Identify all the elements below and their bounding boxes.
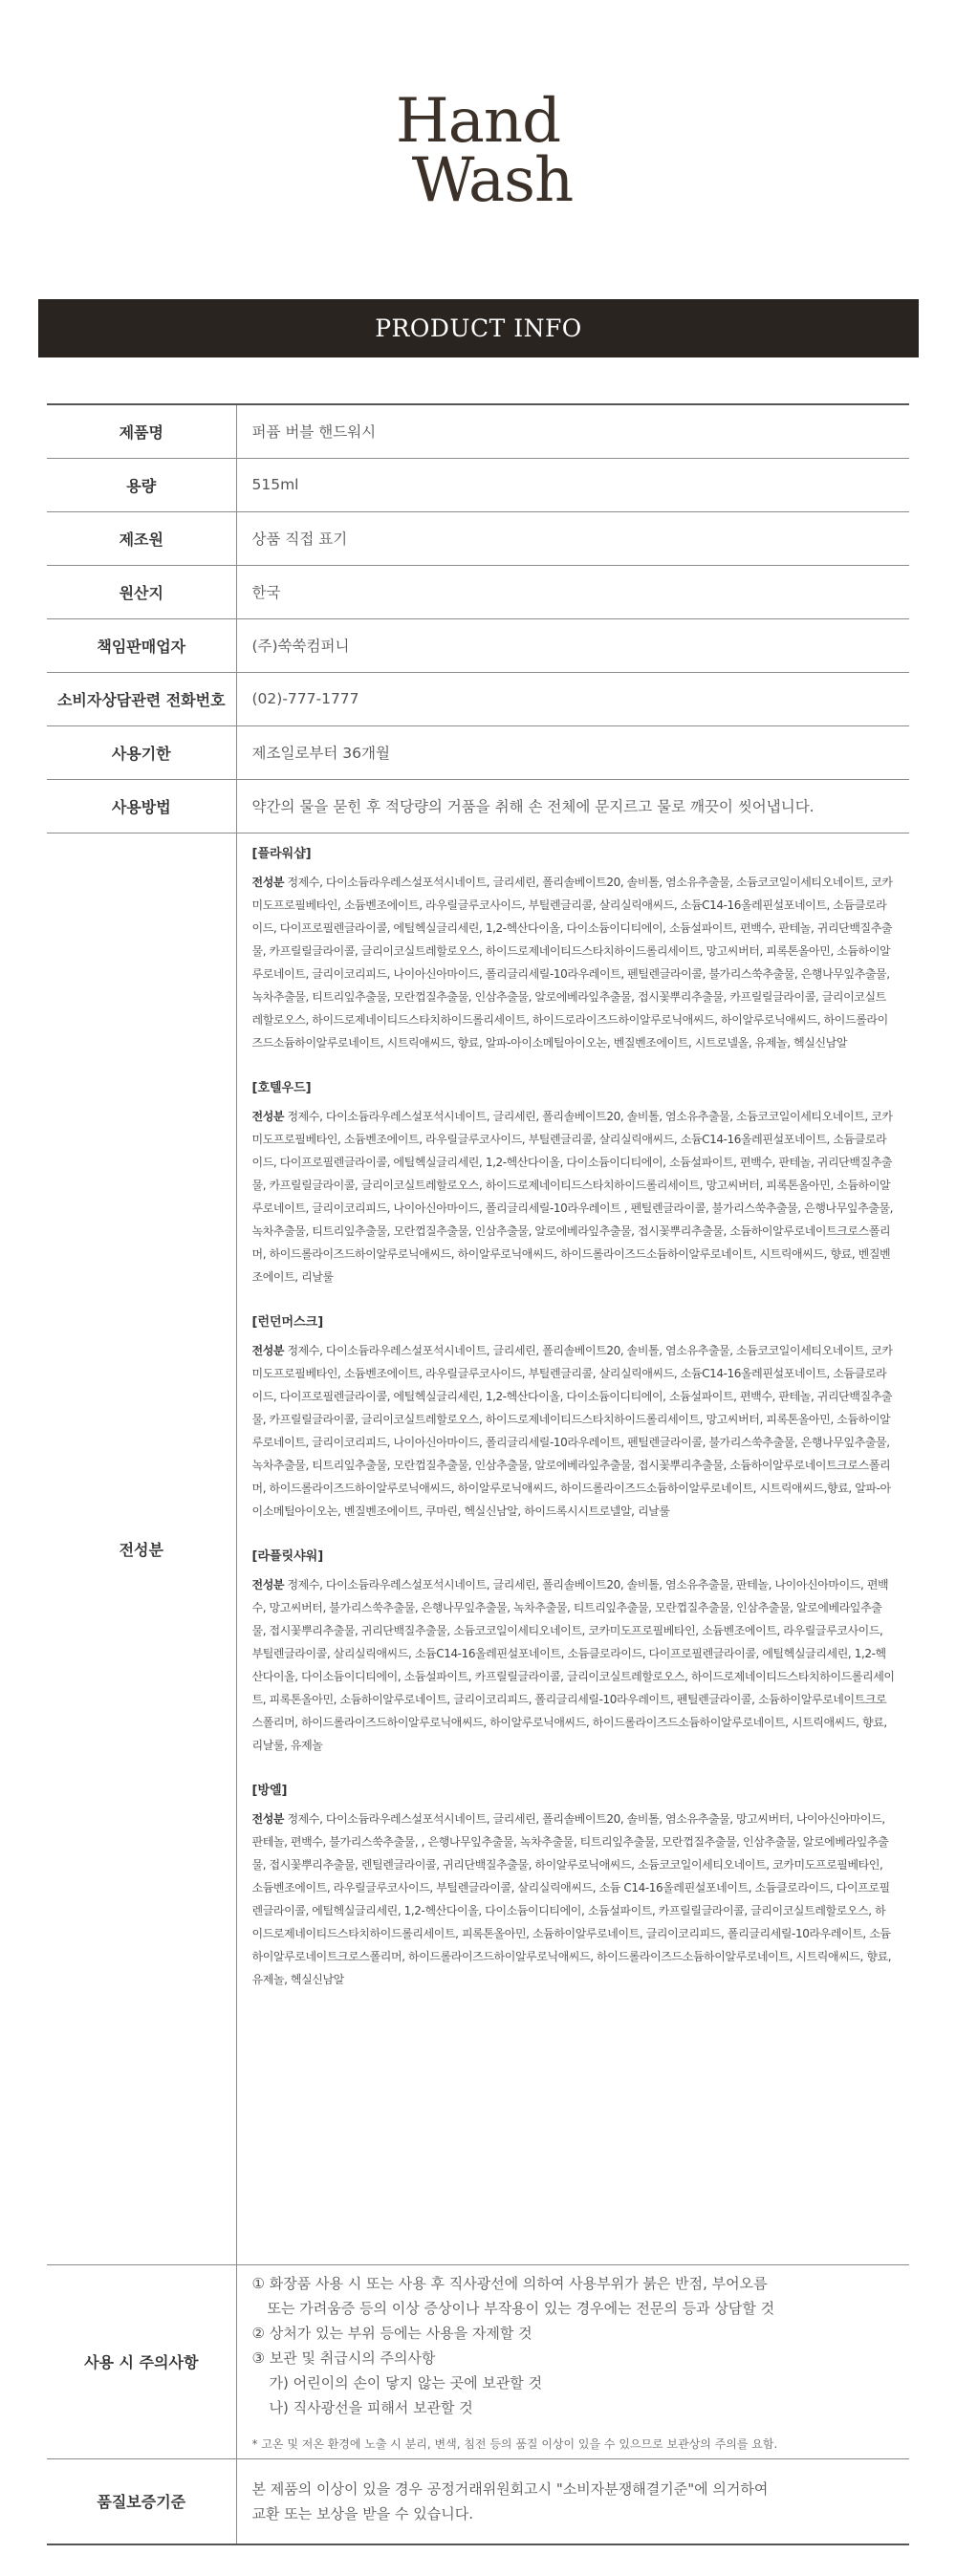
ingredient-prefix: 전성분 xyxy=(251,875,285,889)
ingredient-block xyxy=(252,1780,897,1991)
product-variant-name: [라플릿샤워] xyxy=(251,1548,324,1564)
caution-line: 나) 직사광선을 피해서 보관할 것 xyxy=(269,2399,473,2416)
caution-line: 가) 어린이의 손이 닿지 않는 곳에 보관할 것 xyxy=(269,2374,543,2392)
hand-wash-logo xyxy=(0,86,956,216)
row-value: (주)쑥쑥컴퍼니 xyxy=(236,618,909,672)
product-info-banner: PRODUCT INFO xyxy=(38,299,919,357)
row-label: 사용 시 주의사항 xyxy=(47,2264,236,2458)
quality-cell xyxy=(236,2458,909,2544)
ingredient-text xyxy=(252,1573,897,1757)
row-label: 소비자상담관련 전화번호 xyxy=(47,672,236,725)
ingredients-cell xyxy=(236,833,909,2264)
row-label: 용량 xyxy=(47,458,236,511)
product-variant-name: [런던머스크] xyxy=(251,1314,324,1330)
row-expiry xyxy=(47,725,909,779)
product-variant-name: [방엘] xyxy=(251,1783,288,1798)
quality-line: 본 제품의 이상이 있을 경우 공정거래위원회고시 "소비자분쟁해결기준"에 의거하여 xyxy=(251,2479,769,2498)
ingredient-list: 정제수, 다이소듐라우레스설포석시네이트, 글리세린, 폴리솔베이트20, 솔비톨, 염소유추출물, 판테놀, 나이아신아마이드, 편백수, 망고씨버터, 불가리스쑥추출물, 은행나무잎추출물, 녹차추출물, 티트리잎추출물, 모란껍질추출물, 인삼추출물, 알로에베라잎추출물, 접시꽃뿌리추출물, 귀리단백질추출물, 소듐코코일이세티오네이트, 코카미도프로필베타인, 소듐벤조에이트, 라우릴글루코사이드, 부틸렌글라이콜, 살리실릭애씨드, 소듐C14-16올레핀설포네이트, 소듐클로라이드, 다이프로필렌글라이콜, 에틸헥실글리세린, 1,2-헥산다이올, 다이소듐이디티에이, 소듐설파이트, 카프릴릴글라이콜, 글리이코실트레할로오스, 하이드로제네이티드스타치하이드롤리세이트, 피록톤올아민, 소듐하이알루로네이트, 글리이코리피드, 폴리글리세릴-10라우레이트, 펜틸렌글라이콜, 소듐하이알루로네이트크로스폴리머, 하이드롤라이즈드하이알루로닉애씨드, 하이알루로닉애씨드, 하이드롤라이즈드소듐하이알루로네이트, 시트릭애씨드, 향료, 리날룰, 유제놀 xyxy=(251,1577,895,1752)
ingredient-prefix: 전성분 xyxy=(251,1109,285,1123)
row-product-name xyxy=(47,404,909,458)
row-value: 515ml xyxy=(236,458,909,511)
row-value: 한국 xyxy=(236,565,909,618)
row-value: 퍼퓸 버블 핸드워시 xyxy=(236,404,909,458)
row-value: 제조일로부터 36개월 xyxy=(236,725,909,779)
quality-line: 교환 또는 보상을 받을 수 있습니다. xyxy=(251,2504,473,2522)
product-variant-name: [호텔우드] xyxy=(251,1080,312,1095)
row-value: 상품 직접 표기 xyxy=(236,511,909,565)
row-label: 원산지 xyxy=(47,565,236,618)
row-volume xyxy=(47,458,909,511)
ingredient-list: 정제수, 다이소듐라우레스설포석시네이트, 글리세린, 폴리솔베이트20, 솔비톨, 염소유추출물, 망고씨버터, 나이아신아마이드, 판테놀, 편백수, 불가리스쑥추출물, , 은행나무잎추출물, 녹차추출물, 티트리잎추출물, 모란껍질추출물, 인삼추출물, 알로에베라잎추출물, 접시꽃뿌리추출물, 렌틸렌글라이콜, 귀리단백질추출물, 하이알루로닉애씨드, 소듐코코일이세티오네이트, 코카미도프로필베타인, 소듐벤조에이트, 라우릴글루코사이드, 부틸렌글라이콜, 살리실릭애씨드, 소듐 C14-16올레핀설포네이트, 소듐클로라이드, 다이프로필렌글라이콜, 에틸헥실글리세린, 1,2-헥산다이올, 다이소듐이디티에이, 소듐설파이트, 카프릴릴글라이콜, 글리이코실트레할로오스, 하이드로제네이티드스타치하이드롤리세이트, 피록톤올아민, 소듐하이알루로네이트, 글리이코리피드, 폴리글리세릴-10라우레이트, 소듐하이알루로네이트크로스폴리머, 하이드롤라이즈드하이알루로닉애씨드, 하이드롤라이즈드소듐하이알루로네이트, 시트릭애씨드, 향료, 유제놀, 헥실신남알 xyxy=(251,1811,892,1986)
ingredient-list: 정제수, 다이소듐라우레스설포석시네이트, 글리세린, 폴리솔베이트20, 솔비톨, 염소유추출물, 소듐코코일이세티오네이트, 코카미도프로필베타인, 소듐벤조에이트, 라우릴글루코사이드, 부틸렌글리콜, 살리실릭애씨드, 소듐C14-16올레핀설포네이트, 소듐클로라이드, 다이프로필렌글라이콜, 에틸헥실글리세린, 1,2-헥산다이올, 다이소듐이디티에이, 소듐설파이트, 편백수, 판테놀, 귀리단백질추출물, 카프릴릴글라이콜, 글리이코실트레할로오스, 하이드로제네이티드스타치하이드롤리세이트, 망고씨버터, 피록톤올아민, 소듐하이알루로네이트, 글리이코리피드, 나이아신아마이드, 폴리글리세릴-10라우레이트, 펜틸렌글라이콜, 불가리스쑥추출물, 은행나무잎추출물, 녹차추출물, 티트리잎추출물, 모란껍질추출물, 인삼추출물, 알로에베라잎추출물, 접시꽃뿌리추출물, 소듐하이알루로네이트크로스폴리머, 하이드롤라이즈드하이알루로닉애씨드, 하이알루로닉애씨드, 하이드롤라이즈드소듐하이알루로네이트, 시트릭애씨드,향료, 알파-아이소메틸아이오논, 벤질벤조에이트, 쿠마린, 헥실신남알, 하이드록시시트로넬알, 리날룰 xyxy=(251,1343,893,1518)
row-quality xyxy=(47,2458,909,2544)
ingredient-block xyxy=(252,1546,897,1757)
ingredient-text xyxy=(252,1105,897,1288)
product-info-table xyxy=(47,403,909,2545)
caution-line: ③ 보관 및 취급시의 주의사항 xyxy=(251,2349,436,2367)
logo-line-1: Hand xyxy=(395,86,561,157)
row-label: 제품명 xyxy=(47,404,236,458)
row-label: 품질보증기준 xyxy=(47,2458,236,2544)
ingredient-text xyxy=(252,1339,897,1523)
caution-list xyxy=(252,2271,910,2420)
caution-cell xyxy=(236,2264,909,2458)
logo-line-2: Wash xyxy=(411,145,574,216)
row-manufacturer xyxy=(47,511,909,565)
row-phone xyxy=(47,672,909,725)
row-value: (02)-777-1777 xyxy=(236,672,909,725)
ingredient-list: 정제수, 다이소듐라우레스설포석시네이트, 글리세린, 폴리솔베이트20, 솔비톨, 염소유추출물, 소듐코코일이세티오네이트, 코카미도프로필베타인, 소듐벤조에이트, 라우릴글루코사이드, 부틸렌글리콜, 살리실릭애씨드, 소듐C14-16올레핀설포네이트, 소듐클로라이드, 다이프로필렌글라이콜, 에틸헥실글리세린, 1,2-헥산다이올, 다이소듐이디티에이, 소듐설파이트, 편백수, 판테놀, 귀리단백질추출물, 카프릴릴글라이콜, 글리이코실트레할로오스, 하이드로제네이티드스타치하이드롤리세이트, 망고씨버터, 피록톤올아민, 소듐하이알루로네이트, 글리이코리피드, 나이아신아마이드, 폴리글리세릴-10라우레이트, 펜틸렌글라이콜, 불가리스쑥추출물, 은행나무잎추출물, 녹차추출물, 티트리잎추출물, 모란껍질추출물, 인삼추출물, 알로에베라잎추출물, 접시꽃뿌리추출물, 카프릴릴글라이콜, 글리이코실트레할로오스, 하이드로제네이티드스타치하이드롤리세이트, 하이드로라이즈드하이알루로닉애씨드, 하이알루로닉애씨드, 하이드롤라이즈드소듐하이알루로네이트, 시트릭애씨드, 향료, 알파-아이소메틸아이오논, 벤질벤조에이트, 시트로넬올, 유제놀, 헥실신남알 xyxy=(251,875,893,1050)
ingredient-text xyxy=(252,1808,897,1991)
ingredient-list: 정제수, 다이소듐라우레스설포석시네이트, 글리세린, 폴리솔베이트20, 솔비톨, 염소유추출물, 소듐코코일이세티오네이트, 코카미도프로필베타인, 소듐벤조에이트, 라우릴글루코사이드, 부틸렌글리콜, 살리실릭애씨드, 소듐C14-16올레핀설포네이트, 소듐클로라이드, 다이프로필렌글라이콜, 에틸헥실글리세린, 1,2-헥산다이올, 다이소듐이디티에이, 소듐설파이트, 편백수, 판테놀, 귀리단백질추출물, 카프릴릴글라이콜, 글리이코실트레할로오스, 하이드로제네이티드스타치하이드롤리세이트, 망고씨버터, 피록톤올아민, 소듐하이알루로네이트, 글리이코리피드, 나이아신아마이드, 폴리글리세릴-10라우레이트 , 펜틸렌글라이콜, 불가리스쑥추출물, 은행나무잎추출물, 녹차추출물, 티트리잎추출물, 모란껍질추출물, 인삼추출물, 알로에베라잎추출물, 접시꽃뿌리추출물, 소듐하이알루로네이트크로스폴리머, 하이드롤라이즈드하이알루로닉애씨드, 하이알루로닉애씨드, 하이드롤라이즈드소듐하이알루로네이트, 시트릭애씨드, 향료, 벤질벤조에이트, 리날룰 xyxy=(251,1109,894,1284)
ingredient-block xyxy=(252,843,897,1054)
ingredient-prefix: 전성분 xyxy=(251,1577,285,1591)
row-value: 약간의 물을 묻힌 후 적당량의 거품을 취해 손 전체에 문지르고 물로 깨끗이 씻어냅니다. xyxy=(236,779,909,833)
row-usage xyxy=(47,779,909,833)
ingredient-prefix: 전성분 xyxy=(251,1343,285,1357)
row-label: 책임판매업자 xyxy=(47,618,236,672)
caution-note: * 고온 및 저온 환경에 노출 시 분리, 변색, 침전 등의 품질 이상이 있을 수 있으므로 보관상의 주의를 요함. xyxy=(251,2437,778,2451)
caution-line: ② 상처가 있는 부위 등에는 사용을 자제할 것 xyxy=(251,2325,532,2342)
row-ingredients xyxy=(47,833,909,2264)
product-variant-name: [플라워샵] xyxy=(251,846,312,861)
row-label: 사용기한 xyxy=(47,725,236,779)
row-distributor xyxy=(47,618,909,672)
caution-line: 또는 가려움증 등의 이상 증상이나 부작용이 있는 경우에는 전문의 등과 상담할 것 xyxy=(267,2300,775,2317)
caution-line: ① 화장품 사용 시 또는 사용 후 직사광선에 의하여 사용부위가 붉은 반점, 부어오름 xyxy=(251,2275,768,2292)
row-caution xyxy=(47,2264,909,2458)
row-label: 사용방법 xyxy=(47,779,236,833)
ingredient-block xyxy=(252,1077,897,1288)
row-origin xyxy=(47,565,909,618)
row-label: 제조원 xyxy=(47,511,236,565)
ingredient-text xyxy=(252,871,897,1054)
row-label: 전성분 xyxy=(47,833,236,2264)
ingredient-prefix: 전성분 xyxy=(251,1811,285,1826)
ingredient-block xyxy=(252,1311,897,1523)
